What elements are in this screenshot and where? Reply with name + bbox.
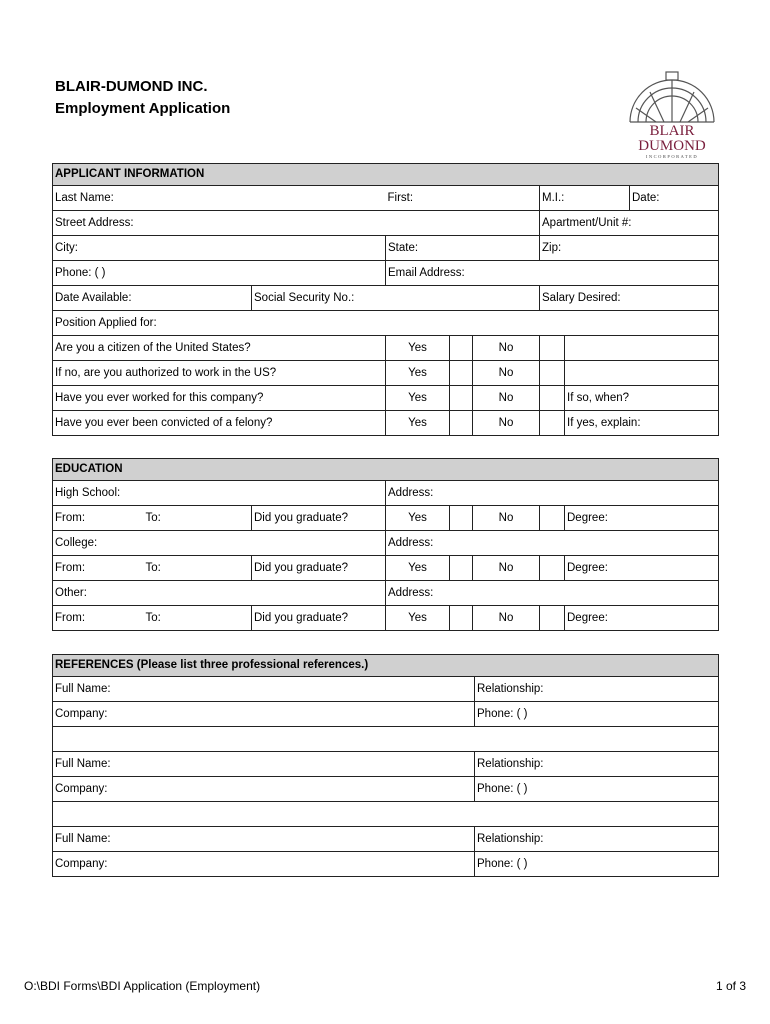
citizen-no-label: No xyxy=(473,336,540,361)
other-from-field[interactable]: From: xyxy=(53,606,144,631)
reference-3-full-name-field[interactable]: Full Name: xyxy=(53,827,475,852)
reference-1-phone-field[interactable]: Phone: ( ) xyxy=(475,702,719,727)
company-name: BLAIR-DUMOND INC. xyxy=(55,78,208,95)
phone-field[interactable]: Phone: ( ) xyxy=(53,261,386,286)
worked-no-label: No xyxy=(473,386,540,411)
college-graduate-question: Did you graduate? xyxy=(252,556,386,581)
position-applied-field[interactable]: Position Applied for: xyxy=(53,311,719,336)
other-no-label: No xyxy=(473,606,540,631)
college-address-field[interactable]: Address: xyxy=(386,531,719,556)
high-school-address-field[interactable]: Address: xyxy=(386,481,719,506)
reference-3-relationship-field[interactable]: Relationship: xyxy=(475,827,719,852)
other-yes-checkbox[interactable] xyxy=(450,606,473,631)
zip-field[interactable]: Zip: xyxy=(540,236,719,261)
citizen-question: Are you a citizen of the United States? xyxy=(53,336,386,361)
other-yes-label: Yes xyxy=(386,606,450,631)
education-section-header: EDUCATION xyxy=(53,459,719,481)
education-table xyxy=(52,458,719,631)
reference-2-address-field[interactable] xyxy=(53,802,719,827)
authorized-extra-field[interactable] xyxy=(565,361,719,386)
college-from-field[interactable]: From: xyxy=(53,556,144,581)
document-title: Employment Application xyxy=(55,100,231,117)
authorized-yes-checkbox[interactable] xyxy=(450,361,473,386)
other-address-field[interactable]: Address: xyxy=(386,581,719,606)
state-field[interactable]: State: xyxy=(386,236,540,261)
blair-dumond-logo xyxy=(624,70,720,160)
city-field[interactable]: City: xyxy=(53,236,386,261)
high-school-yes-checkbox[interactable] xyxy=(450,506,473,531)
other-graduate-question: Did you graduate? xyxy=(252,606,386,631)
reference-3-company-field[interactable]: Company: xyxy=(53,852,475,877)
high-school-no-checkbox[interactable] xyxy=(540,506,565,531)
college-field[interactable]: College: xyxy=(53,531,386,556)
other-school-field[interactable]: Other: xyxy=(53,581,386,606)
logo-word-blair: BLAIR xyxy=(649,123,695,139)
high-school-degree-field[interactable]: Degree: xyxy=(565,506,719,531)
other-to-field[interactable]: To: xyxy=(144,606,252,631)
felony-question: Have you ever been convicted of a felony? xyxy=(53,411,386,436)
college-to-field[interactable]: To: xyxy=(144,556,252,581)
college-yes-checkbox[interactable] xyxy=(450,556,473,581)
worked-no-checkbox[interactable] xyxy=(540,386,565,411)
salary-desired-field[interactable]: Salary Desired: xyxy=(540,286,719,311)
date-available-field[interactable]: Date Available: xyxy=(53,286,252,311)
logo-tagline: INCORPORATED xyxy=(645,154,699,159)
first-name-field[interactable]: First: xyxy=(386,186,540,211)
authorized-no-checkbox[interactable] xyxy=(540,361,565,386)
felony-no-label: No xyxy=(473,411,540,436)
felony-no-checkbox[interactable] xyxy=(540,411,565,436)
high-school-yes-label: Yes xyxy=(386,506,450,531)
college-degree-field[interactable]: Degree: xyxy=(565,556,719,581)
reference-2-company-field[interactable]: Company: xyxy=(53,777,475,802)
applicant-information-table xyxy=(52,163,719,436)
references-section-header: REFERENCES (Please list three professional references.) xyxy=(53,655,719,677)
felony-explain-field[interactable]: If yes, explain: xyxy=(565,411,719,436)
high-school-graduate-question: Did you graduate? xyxy=(252,506,386,531)
citizen-yes-checkbox[interactable] xyxy=(450,336,473,361)
authorized-question: If no, are you authorized to work in the US? xyxy=(53,361,386,386)
other-degree-field[interactable]: Degree: xyxy=(565,606,719,631)
reference-1-address-field[interactable] xyxy=(53,727,719,752)
high-school-from-field[interactable]: From: xyxy=(53,506,144,531)
worked-yes-checkbox[interactable] xyxy=(450,386,473,411)
college-no-label: No xyxy=(473,556,540,581)
worked-question: Have you ever worked for this company? xyxy=(53,386,386,411)
high-school-to-field[interactable]: To: xyxy=(144,506,252,531)
felony-yes-checkbox[interactable] xyxy=(450,411,473,436)
other-no-checkbox[interactable] xyxy=(540,606,565,631)
felony-yes-label: Yes xyxy=(386,411,450,436)
high-school-no-label: No xyxy=(473,506,540,531)
authorized-yes-label: Yes xyxy=(386,361,450,386)
applicant-section-header: APPLICANT INFORMATION xyxy=(53,164,719,186)
email-address-field[interactable]: Email Address: xyxy=(386,261,719,286)
date-field[interactable]: Date: xyxy=(630,186,719,211)
reference-2-relationship-field[interactable]: Relationship: xyxy=(475,752,719,777)
worked-when-field[interactable]: If so, when? xyxy=(565,386,719,411)
footer-file-path: O:\BDI Forms\BDI Application (Employment) xyxy=(24,979,261,993)
citizen-no-checkbox[interactable] xyxy=(540,336,565,361)
reference-1-full-name-field[interactable]: Full Name: xyxy=(53,677,475,702)
high-school-field[interactable]: High School: xyxy=(53,481,386,506)
reference-1-relationship-field[interactable]: Relationship: xyxy=(475,677,719,702)
footer-page-number: 1 of 3 xyxy=(715,979,746,993)
college-no-checkbox[interactable] xyxy=(540,556,565,581)
citizen-yes-label: Yes xyxy=(386,336,450,361)
reference-2-full-name-field[interactable]: Full Name: xyxy=(53,752,475,777)
reference-2-phone-field[interactable]: Phone: ( ) xyxy=(475,777,719,802)
worked-yes-label: Yes xyxy=(386,386,450,411)
social-security-field[interactable]: Social Security No.: xyxy=(252,286,540,311)
street-address-field[interactable]: Street Address: xyxy=(53,211,540,236)
authorized-no-label: No xyxy=(473,361,540,386)
college-yes-label: Yes xyxy=(386,556,450,581)
citizen-extra-field[interactable] xyxy=(565,336,719,361)
middle-initial-field[interactable]: M.I.: xyxy=(540,186,630,211)
reference-1-company-field[interactable]: Company: xyxy=(53,702,475,727)
apartment-unit-field[interactable]: Apartment/Unit #: xyxy=(540,211,719,236)
last-name-field[interactable]: Last Name: xyxy=(53,186,386,211)
logo-word-dumond: DUMOND xyxy=(638,138,706,154)
references-table xyxy=(52,654,719,877)
reference-3-phone-field[interactable]: Phone: ( ) xyxy=(475,852,719,877)
